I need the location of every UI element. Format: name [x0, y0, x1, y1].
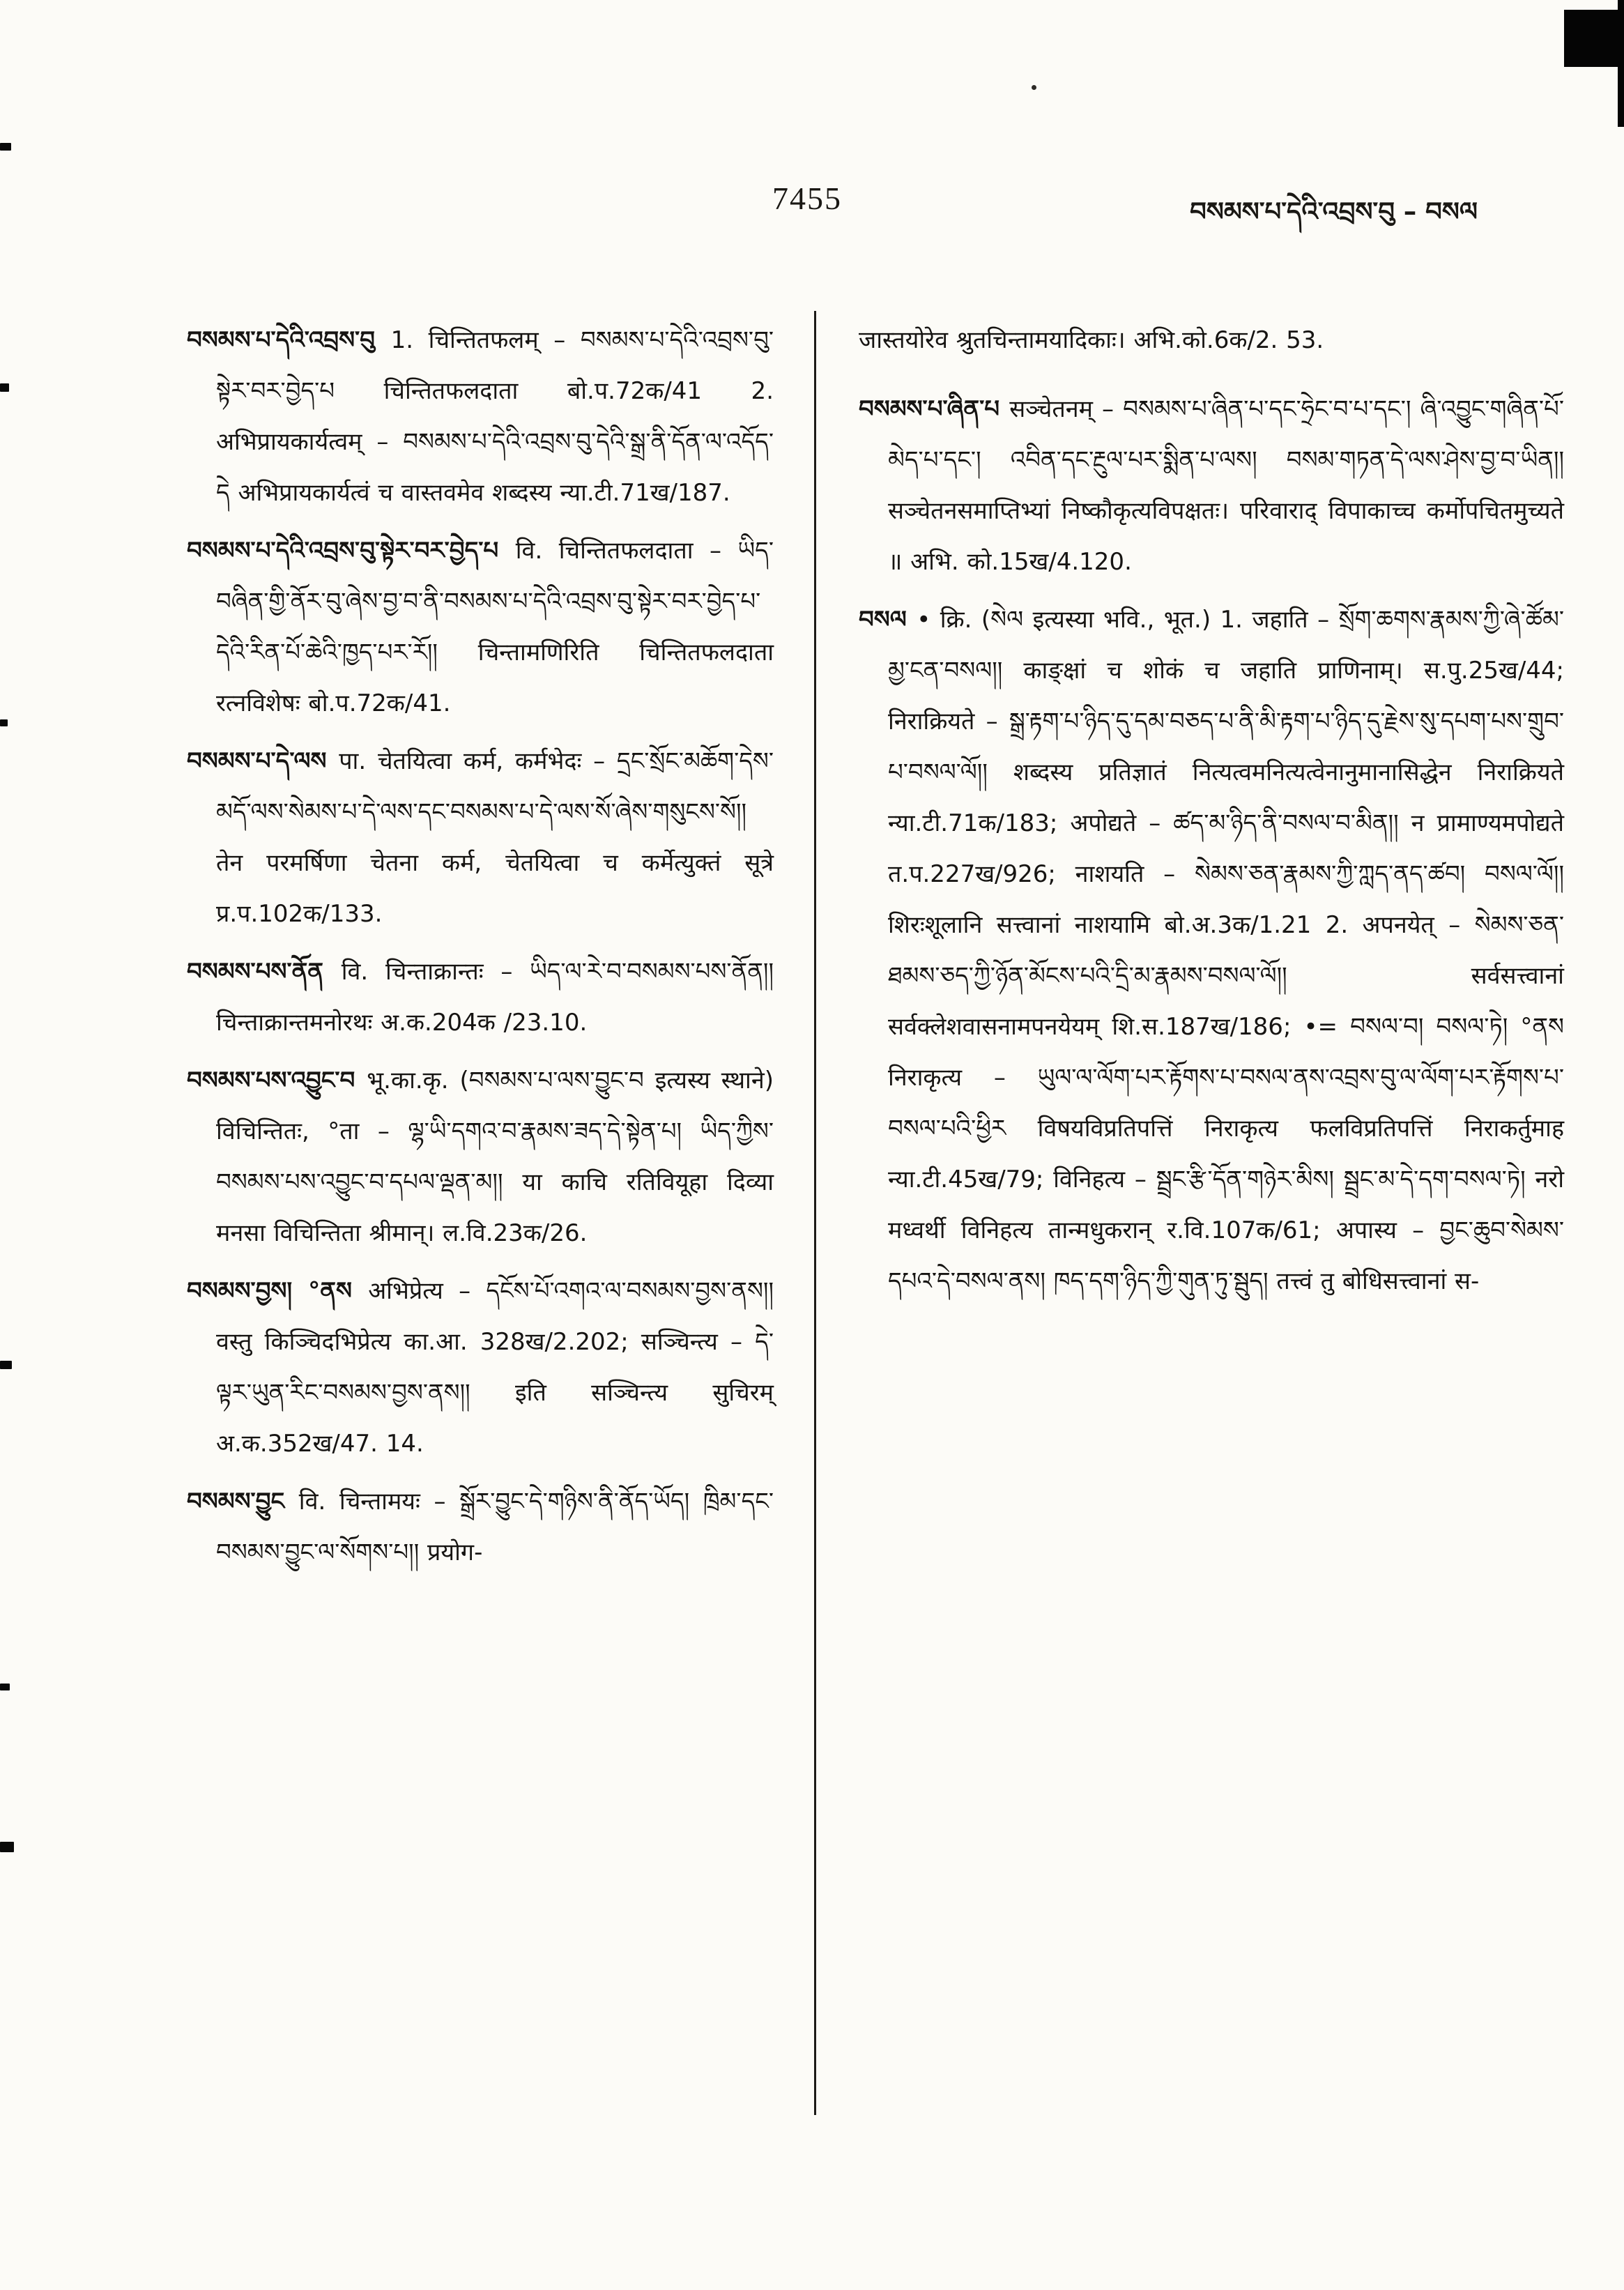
- scan-mark: [0, 1361, 12, 1369]
- scan-artifact-top-right-block: [1564, 10, 1624, 67]
- left-column: [187, 315, 774, 1585]
- entry-body: • क्रि. (སེལ इत्यस्या भवि., भूत.) 1. जहाति – སྲོག་ཆགས་རྣམས་ཀྱི་ཞེ་ཚོམ་མྱ་ངན་བསལ།། काङ्क्षां च शोकं च जहाति प्राणिनाम्। स.पु.25ख/44; निराक्रियते – སྒྲ་རྟག་པ་ཉིད་དུ་དམ་བཅད་པ་ནི་མི་རྟག་པ་ཉིད་དུ་རྗེས་སུ་དཔག་པས་གྲུབ་པ་བསལ་ལོ།། शब्दस्य प्रतिज्ञातं नित्यत्वमनित्यत्वेनानुमानासिद्धेन निराक्रियते न्या.टी.71क/183; अपोद्यते – ཚད་མ་ཉིད་ནི་བསལ་བ་མིན།། न प्रामाण्यमपोद्यते त.प.227ख/926; नाशयति – སེམས་ཅན་རྣམས་ཀྱི་ཀླད་ནད་ཚབ། བསལ་ལོ།། शिरःशूलानि सत्त्वानां नाशयामि बो.अ.3क/1.21 2. अपनयेत् – སེམས་ཅན་ཐམས་ཅད་ཀྱི་ཉོན་མོངས་པའི་དྲི་མ་རྣམས་བསལ་ལོ།། सर्वसत्त्वानां सर्वक्लेशवासनामपनयेयम् शि.स.187ख/186; •= བསལ་བ། བསལ་ཏེ། °ནས निराकृत्य – ཡུལ་ལ་ལོག་པར་རྟོགས་པ་བསལ་ནས་འབྲས་བུ་ལ་ལོག་པར་རྟོགས་པ་བསལ་པའི་ཕྱིར विषयविप्रतिपत्तिं निराकृत्य फलविप्रतिपत्तिं निराकर्तुमाह न्या.टी.45ख/79; विनिहत्य – སྦྲང་རྩི་དོན་གཉེར་མིས། སྦྲང་མ་དེ་དག་བསལ་ཏེ། नरो मध्वर्थी विनिहत्य तान्मधुकरान् र.वि.107क/61; अपास्य – བྱང་ཆུབ་སེམས་དཔའ་དེ་བསལ་ནས། ཁད་དག་ཉིད་ཀྱི་གུན་ཏུ་སྦུད། तत्त्वं तु बोधिसत्त्वानां स-: [888, 606, 1564, 1295]
- scan-mark: [0, 719, 8, 726]
- running-head: བསམས་པ་དེའི་འབྲས་བུ – བསལ: [1190, 197, 1478, 227]
- entry-body: पा. चेतयित्वा कर्म, कर्मभेदः – དྲང་སྲོང་མཆོག་དེས་མདོ་ལས་སེམས་པ་དེ་ལས་དང་བསམས་པ་དེ་ལས་སོ་ཞེས་གསུངས་སོ།། तेन परमर्षिणा चेतना कर्म, चेतयित्वा च कर्मेत्युक्तं सूत्रे प्र.प.102क/133.: [216, 747, 774, 928]
- entry-headword: བསལ: [859, 606, 917, 634]
- dictionary-entry: [859, 595, 1564, 1307]
- scan-mark: [0, 143, 11, 151]
- entry-headword: བསམས་པ་དེ་ལས: [187, 747, 339, 775]
- scan-mark: [0, 1684, 10, 1690]
- entry-body: वि. चिन्तामयः – སྒྲོར་བྱུང་དེ་གཉིས་ནི་ནོད་ཡོད། ཁྲིམ་དང་བསམས་བྱུང་ལ་སོགས་པ།། प्रयोग-: [216, 1488, 774, 1566]
- entry-body: 1. चिन्तितफलम् – བསམས་པ་དེའི་འབྲས་བུ་སྟེར་བར་བྱེད་པ चिन्तितफलदाता बो.प.72क/41 2. अभिप्रायकार्यत्वम् – བསམས་པ་དེའི་འབྲས་བུ་དེའི་སྒྲ་ནི་དོན་ལ་འདོད་དེ अभिप्रायकार्यत्वं च वास्तवमेव शब्दस्य न्या.टी.71ख/187.: [216, 326, 774, 507]
- entry-headword: བསམས་པ་ཞིན་པ: [859, 395, 1010, 423]
- entry-headword: བསམས་པ་དེའི་འབྲས་བུ: [187, 326, 391, 354]
- entry-body: सञ्चेतनम् – བསམས་པ་ཞིན་པ་དང་ཧྲེང་བ་པ་དང་། ཞི་འབྱུང་གཞིན་པོ་མེད་པ་དང་། འབིན་དང་རྔུལ་པར་སྨིན་པ་ལས། བསམ་གཏན་དེ་ལས་ཤེས་བྱ་བ་ཡིན།། सञ्चेतनसमाप्तिभ्यां निष्कौकृत्यविपक्षतः। परिवाराद् विपाकाच्च कर्मोपचितमुच्यते ॥ अभि. को.15ख/4.120.: [888, 395, 1564, 576]
- dictionary-entry: [187, 736, 774, 940]
- dictionary-entry: [187, 526, 774, 729]
- dictionary-entry: [187, 1266, 774, 1470]
- dictionary-entry: [187, 947, 774, 1048]
- dictionary-entry: [187, 1476, 774, 1578]
- entry-body: वि. चिन्ताक्रान्तः – ཡིད་ལ་རེ་བ་བསམས་པས་ནོན།། चिन्ताक्रान्तमनोरथः अ.क.204क /23.10.: [216, 958, 774, 1037]
- entry-body: वि. चिन्तितफलदाता – ཡིད་བཞིན་གྱི་ནོར་བུ་ཞེས་བྱ་བ་ནི་བསམས་པ་དེའི་འབྲས་བུ་སྟེར་བར་བྱེད་པ་དེའི་རིན་པོ་ཆེའི་ཁྱད་པར་རོ།། चिन्तामणिरिति चिन्तितफलदाता रत्नविशेषः बो.प.72क/41.: [216, 537, 774, 717]
- entry-headword: བསམས་བྱུང: [187, 1488, 299, 1516]
- scan-artifact-right-edge: [1618, 0, 1624, 127]
- entry-headword: བསམས་པས་འབྱུང་བ: [187, 1067, 367, 1094]
- dictionary-entry: [187, 315, 774, 519]
- entry-headword: བསམས་པས་ནོན: [187, 958, 342, 986]
- dictionary-entry: [859, 384, 1564, 588]
- entry-headword: བསམས་པ་དེའི་འབྲས་བུ་སྟེར་བར་བྱེད་པ: [187, 537, 516, 565]
- entry-body: अभिप्रेत्य – དངོས་པོ་འགའ་ལ་བསམས་བྱས་ནས།། वस्तु किञ्चिदभिप्रेत्य का.आ. 328ख/2.202; सञ्चिन्त्य – དེ་ལྟར་ཡུན་རིང་བསམས་བྱས་ནས།། इति सञ्चिन्त्य सुचिरम् अ.क.352ख/47. 14.: [216, 1277, 774, 1458]
- entry-headword: བསམས་བྱས། °ནས: [187, 1277, 369, 1305]
- scan-speck: [1032, 85, 1036, 90]
- dictionary-entry: [187, 1055, 774, 1259]
- page-number: 7455: [772, 181, 842, 216]
- entry-body: भू.का.कृ. (བསམས་པ་ལས་བྱུང་བ इत्यस्य स्थाने) विचिन्तितः, °ता – ལྷ་ཡི་དགའ་བ་རྣམས་ཟད་དེ་སྟེན་པ། ཡིད་ཀྱིས་བསམས་པས་འབྱུང་བ་དཔལ་ལྡན་མ།། या काचि रतिवियूहा दिव्या मनसा विचिन्तिता श्रीमान्। ल.वि.23क/26.: [216, 1067, 774, 1247]
- entry-body: जास्तयोरेव श्रुतचिन्तामयादिकाः। अभि.को.6क/2. 53.: [859, 326, 1324, 354]
- entry-continuation: [859, 315, 1564, 366]
- right-column: [859, 315, 1564, 1314]
- scan-mark: [0, 1842, 14, 1852]
- scan-mark: [0, 383, 9, 392]
- column-divider: [814, 311, 816, 2115]
